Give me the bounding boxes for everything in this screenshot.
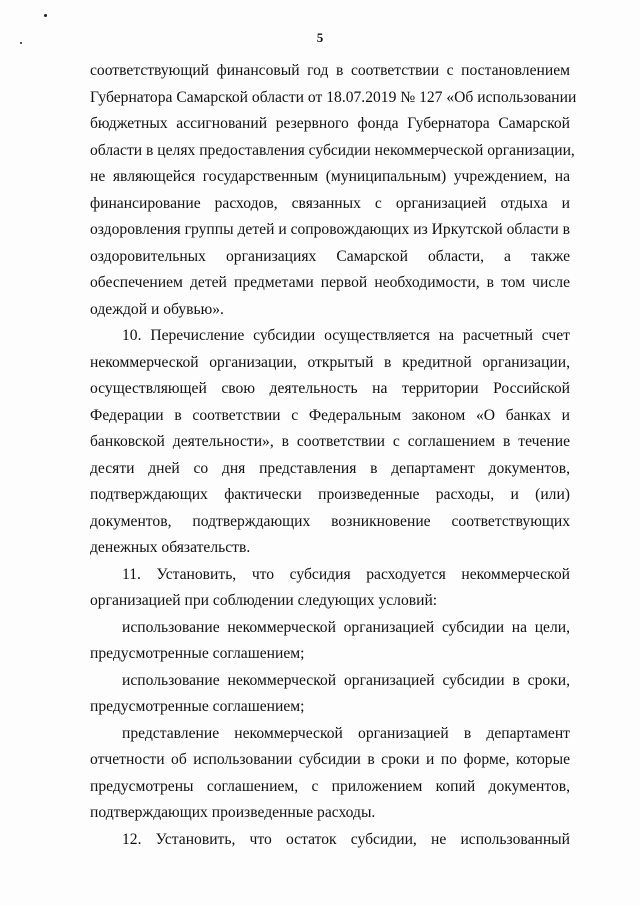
text-line: предусмотрены соглашением, с приложением копий документов, xyxy=(90,777,570,795)
text-line: Губернатора Самарской области от 18.07.2019 № 127 «Об использовании xyxy=(90,88,577,106)
text-line: области в целях предоставления субсидии некоммерческой организации, xyxy=(90,141,575,159)
text-line: финансирование расходов, связанных с организацией отдыха и xyxy=(90,194,570,212)
text-line: документов, подтверждающих возникновение соответствующих xyxy=(90,512,570,530)
text-line: не являющейся государственным (муниципальным) учреждением, на xyxy=(90,168,570,185)
text-line: некоммерческой организации, открытый в кредитной организации, xyxy=(90,353,570,371)
text-line: банковской деятельности», в соответствии с соглашением в течение xyxy=(90,433,570,450)
text-line: денежных обязательств. xyxy=(90,539,251,556)
text-line: 11. Установить, что субсидия расходуется некоммерческой xyxy=(122,565,570,583)
text-line: оздоровления группы детей и сопровождающих из Иркутской области в xyxy=(90,221,570,238)
text-line: бюджетных ассигнований резервного фонда Губернатора Самарской xyxy=(90,115,570,132)
text-line: использование некоммерческой организацией субсидии на цели, xyxy=(122,618,570,636)
document-body xyxy=(90,58,577,853)
text-line: использование некоммерческой организацией субсидии в сроки, xyxy=(122,671,570,689)
text-line: представление некоммерческой организацией в департамент xyxy=(122,724,570,742)
text-line: отчетности об использовании субсидии в сроки и по форме, которые xyxy=(90,751,570,768)
text-line: предусмотренные соглашением; xyxy=(90,645,305,662)
text-line: организацией при соблюдении следующих условий: xyxy=(90,592,438,609)
text-line: обеспечением детей предметами первой необходимости, в том числе xyxy=(90,274,570,291)
text-line: осуществляющей свою деятельность на территории Российской xyxy=(90,380,570,397)
text-line: Федерации в соответствии с Федеральным законом «О банках и xyxy=(90,406,570,424)
text-line: одеждой и обувью». xyxy=(90,300,224,318)
text-line: оздоровительных организациях Самарской области, а также xyxy=(90,247,570,265)
page-number: 5 xyxy=(316,30,324,45)
text-line: подтверждающих произведенные расходы. xyxy=(90,804,376,821)
text-line: десяти дней со дня представления в департамент документов, xyxy=(90,459,570,477)
scan-speck xyxy=(44,14,47,17)
text-line: 10. Перечисление субсидии осуществляется на расчетный счет xyxy=(122,327,570,344)
text-line: подтверждающих фактически произведенные расходы, и (или) xyxy=(90,486,570,503)
text-line: предусмотренные соглашением; xyxy=(90,698,305,715)
text-line: 12. Установить, что остаток субсидии, не использованный xyxy=(122,830,570,848)
text-line: соответствующий финансовый год в соответствии с постановлением xyxy=(90,62,570,79)
